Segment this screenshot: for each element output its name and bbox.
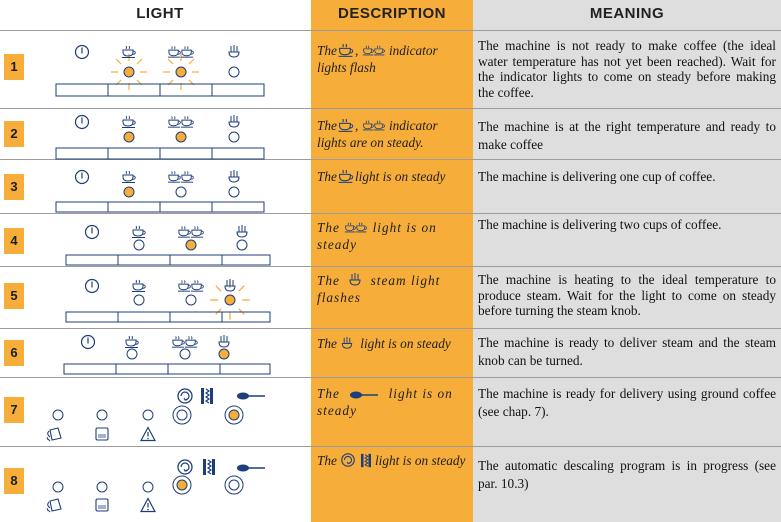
- row-description: [317, 42, 469, 76]
- row-number: 7: [4, 397, 24, 423]
- water-filter-icon: [203, 459, 215, 475]
- row-number: 5: [4, 283, 24, 309]
- desc-pre: The: [317, 273, 340, 288]
- power-icon: [86, 226, 99, 239]
- desc-post: steam light flashes: [317, 273, 441, 305]
- one-cup-icon: [132, 226, 145, 238]
- power-icon: [76, 46, 89, 59]
- row-number: 6: [4, 340, 24, 366]
- light-panel-diagram: [30, 383, 310, 445]
- row-description: [317, 452, 469, 469]
- two-cups-icon: [362, 43, 386, 58]
- desc-pre: The: [317, 169, 337, 184]
- table-row: [0, 213, 781, 266]
- header-light: LIGHT: [136, 5, 184, 22]
- light-panel-diagram: [30, 110, 310, 160]
- light-panel-diagram: [30, 165, 310, 213]
- light-panel-diagram: [30, 270, 310, 326]
- row-description: [317, 219, 469, 253]
- warning-icon: [141, 428, 155, 441]
- row-number: 3: [4, 174, 24, 200]
- desc-mid: ,: [354, 118, 359, 133]
- desc-pre: The: [317, 386, 340, 401]
- row-meaning: The machine is ready to deliver steam and the steam knob can be turned.: [478, 335, 776, 368]
- desc-post: light is on steady: [317, 220, 437, 252]
- row-description: [317, 335, 469, 352]
- table-row: [0, 266, 781, 328]
- desc-post: light is on steady: [360, 336, 451, 351]
- desc-pre: The: [317, 453, 337, 468]
- ground-coffee-icon: [237, 393, 265, 400]
- steam-icon: [337, 336, 357, 351]
- steam-icon: [225, 279, 235, 291]
- desc-post: light is on steady: [374, 453, 466, 468]
- two-cups-icon: [168, 171, 193, 182]
- water-filter-icon: [201, 388, 213, 404]
- table-row: [0, 377, 781, 446]
- power-icon: [76, 171, 89, 184]
- desc-post: light is on steady: [354, 169, 446, 184]
- desc-pre: The: [317, 336, 337, 351]
- desc-pre: The: [317, 220, 340, 235]
- row-description: [317, 272, 469, 306]
- light-panel-diagram: [30, 332, 310, 376]
- descale-icon: [340, 452, 356, 468]
- power-icon: [82, 336, 95, 349]
- row-number: 2: [4, 121, 24, 147]
- row-meaning: The machine is delivering two cups of coffee.: [478, 217, 722, 232]
- desc-post: indicator lights are on steady.: [317, 118, 438, 150]
- ground-coffee-icon: [344, 389, 384, 401]
- warning-icon: [141, 499, 155, 512]
- two-cups-icon: [344, 220, 368, 235]
- steam-icon: [229, 45, 239, 57]
- one-cup-icon: [337, 118, 355, 133]
- one-cup-icon: [122, 171, 135, 183]
- desc-pre: The: [317, 43, 337, 58]
- row-number: 1: [4, 54, 24, 80]
- row-meaning: The machine is delivering one cup of coffee.: [478, 169, 716, 184]
- light-panel-diagram: [30, 452, 310, 516]
- row-meaning: The machine is at the right temperature and ready to make coffee: [478, 119, 776, 152]
- desc-post: indicator lights flash: [317, 43, 438, 75]
- table-row: [0, 328, 781, 377]
- water-filter-icon: [360, 453, 372, 468]
- one-cup-icon: [337, 169, 355, 184]
- desc-pre: The: [317, 118, 337, 133]
- water-tank-icon: [96, 499, 108, 511]
- descale-icon: [178, 389, 192, 403]
- row-meaning: The machine is not ready to make coffee (the ideal water temperature has not yet been reached). Wait for the indicator lights to come on steady before making the coffee.: [478, 38, 776, 100]
- desc-mid: ,: [354, 43, 359, 58]
- milk-jug-icon: [47, 499, 61, 512]
- descale-icon: [178, 460, 192, 474]
- steam-icon: [237, 225, 247, 237]
- row-meaning: The machine is heating to the ideal temperature to produce steam. Wait for the light to come on steady before turning the steam knob.: [478, 272, 776, 319]
- two-cups-icon: [178, 280, 203, 291]
- row-description: [317, 168, 469, 185]
- one-cup-icon: [132, 280, 145, 292]
- steam-icon: [219, 335, 229, 347]
- power-icon: [76, 116, 89, 129]
- desc-post: light is on steady: [317, 386, 453, 418]
- row-number: 8: [4, 468, 24, 494]
- two-cups-icon: [168, 116, 193, 127]
- header-meaning: MEANING: [589, 5, 665, 22]
- one-cup-icon: [122, 46, 135, 58]
- two-cups-icon: [178, 226, 203, 237]
- table-row: [0, 30, 781, 108]
- one-cup-icon: [125, 336, 138, 348]
- light-panel-diagram: [30, 218, 310, 266]
- steam-icon: [229, 115, 239, 127]
- row-meaning: The machine is ready for delivery using ground coffee (see chap. 7).: [478, 386, 776, 419]
- row-number: 4: [4, 228, 24, 254]
- row-meaning: The automatic descaling program is in progress (see par. 10.3): [478, 458, 776, 491]
- one-cup-icon: [122, 116, 135, 128]
- two-cups-icon: [362, 118, 386, 133]
- table-row: [0, 108, 781, 159]
- row-description: [317, 385, 469, 419]
- steam-icon: [229, 170, 239, 182]
- steam-icon: [344, 272, 366, 288]
- header-description: DESCRIPTION: [337, 5, 446, 22]
- power-icon: [86, 280, 99, 293]
- row-description: [317, 117, 469, 151]
- two-cups-icon: [172, 336, 197, 347]
- table-row: [0, 446, 781, 522]
- ground-coffee-icon: [237, 465, 265, 472]
- water-tank-icon: [96, 428, 108, 440]
- light-panel-diagram: [30, 40, 310, 102]
- table-row: [0, 159, 781, 213]
- milk-jug-icon: [47, 428, 61, 441]
- one-cup-icon: [337, 43, 355, 58]
